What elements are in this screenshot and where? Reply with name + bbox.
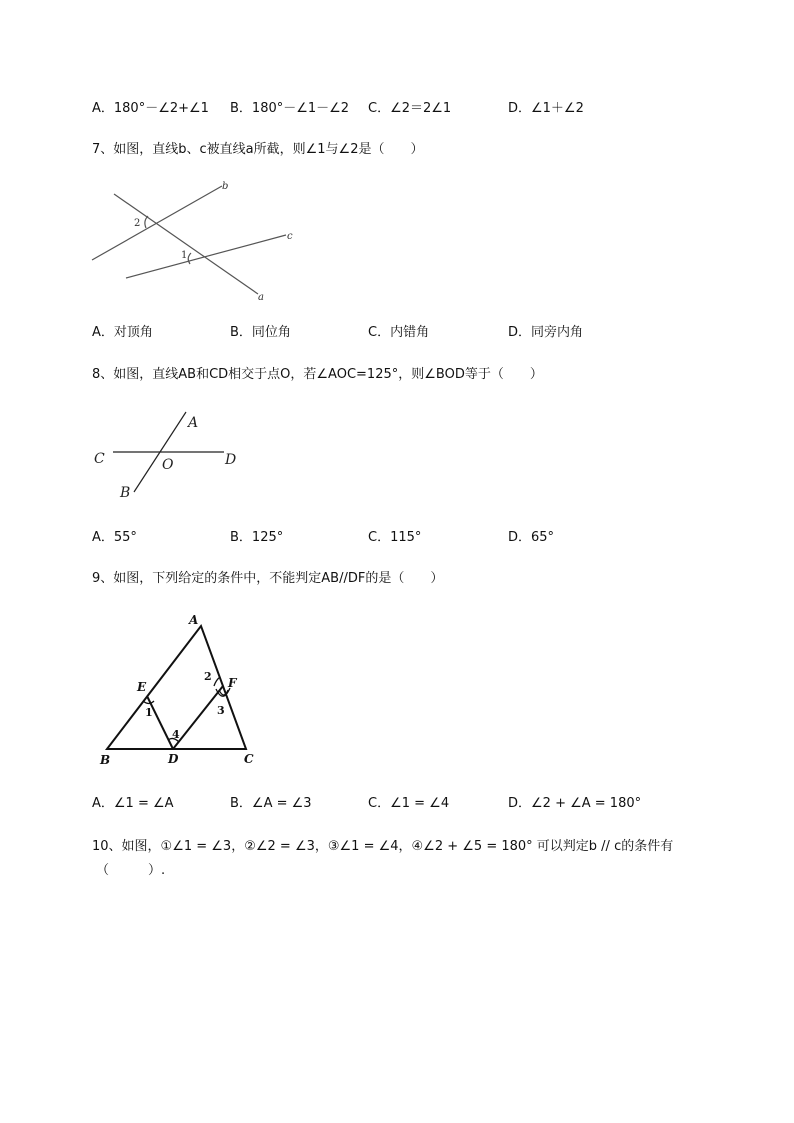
q6-option-c: C．∠2＝2∠1 [368,101,452,116]
q7-option-c: C．内错角 [368,325,430,340]
q8-label-a: A [188,415,199,431]
q7-label-b: b [222,181,229,192]
q9-label-b: B [100,753,111,767]
q7-option-d: D．同旁内角 [508,325,584,340]
q9-label-c: C [244,752,254,766]
q9-segment-df [173,686,223,749]
q8-options [92,529,712,547]
q8-option-b: B．125° [230,530,284,545]
q9-option-d: D．∠2 + ∠A = 180° [508,796,642,811]
q8-option-c: C．115° [368,530,422,545]
q9-stem: 9、如图，下列给定的条件中，不能判定AB//DF的是（ ） [92,571,444,586]
q9-options [92,795,712,813]
q6-option-a: A．180°－∠2+∠1 [92,101,209,116]
q8-option-d: D．65° [508,530,555,545]
q9-label-f: F [228,676,237,690]
q8-label-b: B [120,485,131,501]
q7-line-b [92,186,222,260]
q7-label-angle1: 1 [181,250,188,261]
q7-line-c [126,235,286,278]
q6-option-b: B．180°－∠1－∠2 [230,101,350,116]
q8-option-a: A．55° [92,530,137,545]
q6-option-d: D．∠1＋∠2 [508,101,584,116]
q7-angle1-arc [188,253,191,264]
q9-label-4: 4 [172,728,180,741]
q9-label-e: E [137,680,147,694]
q6-options [92,100,712,118]
q7-label-c: c [287,231,293,242]
q8-stem: 8、如图，直线AB和CD相交于点O，若∠AOC=125°，则∠BOD等于（ ） [92,367,543,382]
q7-figure [90,178,310,308]
q7-label-a: a [258,292,264,303]
q10-stem-continuation: （ ）. [96,863,166,878]
q9-label-1: 1 [145,706,153,719]
q8-figure [90,408,250,503]
q7-label-angle2: 2 [134,218,141,229]
q7-option-b: B．同位角 [230,325,291,340]
q9-label-a: A [189,613,199,627]
q8-label-o: O [162,457,174,473]
q9-label-d: D [168,752,179,766]
q8-label-d: D [225,452,237,468]
q7-stem: 7、如图，直线b、c被直线a所截，则∠1与∠2是（ ） [92,142,424,157]
q9-figure [95,610,270,770]
q9-segment-ed [147,696,173,749]
q9-option-c: C．∠1 = ∠4 [368,796,450,811]
q9-option-a: A．∠1 = ∠A [92,796,174,811]
q9-angle2-arc [214,677,220,686]
q9-label-3: 3 [217,704,225,717]
q7-option-a: A．对顶角 [92,325,153,340]
q7-line-a [114,194,258,294]
q9-label-2: 2 [204,670,212,683]
q8-label-c: C [94,451,105,467]
q9-option-b: B．∠A = ∠3 [230,796,312,811]
q10-stem: 10、如图，①∠1 = ∠3，②∠2 = ∠3，③∠1 = ∠4，④∠2 + ∠5 = 180° 可以判定b // c的条件有 [92,839,674,854]
q7-options [92,324,712,342]
